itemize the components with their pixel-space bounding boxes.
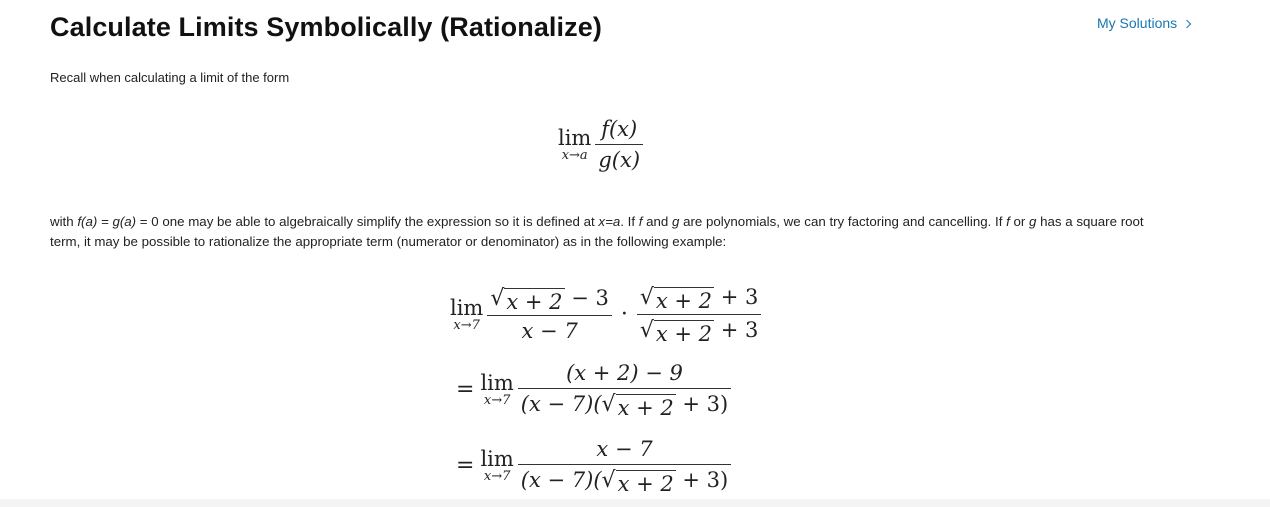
denominator-tail: + 3) [675, 392, 729, 416]
my-solutions-label: My Solutions [1097, 15, 1178, 31]
radical-sign: √ [639, 285, 654, 310]
fraction [518, 434, 731, 497]
radical-sign: √ [490, 286, 505, 311]
fraction [487, 283, 612, 346]
square-root [640, 284, 714, 314]
lim-word: lim [450, 295, 484, 320]
denominator-tail: + 3) [675, 468, 729, 492]
para-math: x=a [598, 214, 621, 229]
para-math: f(a) = g(a) [77, 214, 137, 229]
lim-subscript: x→7 [483, 392, 511, 408]
explanation-paragraph [50, 212, 1160, 252]
my-solutions-link[interactable] [1097, 15, 1190, 31]
equals-sign: = [456, 377, 475, 402]
para-text: has a square root term, it may be possible to rationalize the appropriate term (numerator or denominator) as in the following example: [50, 214, 1144, 249]
numerator-tail: − 3 [564, 286, 609, 310]
page-bottom-edge [0, 499, 1270, 507]
para-text: with [50, 214, 78, 229]
para-math: g [1029, 214, 1037, 229]
lim-subscript: x→7 [483, 468, 511, 484]
chevron-right-icon [1183, 19, 1191, 27]
square-root [602, 391, 676, 421]
square-root [602, 467, 676, 497]
numerator-tail: + 3 [714, 285, 759, 309]
denominator [637, 315, 762, 347]
example-line-2 [450, 358, 735, 421]
page-title: Calculate Limits Symbolically (Rationalize) [50, 12, 602, 42]
lim-word: lim [558, 125, 592, 150]
radicand: x + 2 [655, 322, 713, 346]
example-line-1 [450, 282, 765, 347]
limit-form-formula [558, 114, 647, 175]
lim-word: lim [480, 446, 514, 471]
lim-subscript: x→7 [453, 317, 480, 333]
fraction [518, 358, 731, 421]
denominator: x − 7 [521, 319, 578, 343]
radicand: x + 2 [506, 290, 563, 314]
limit-operator [558, 127, 591, 163]
radicand: x + 2 [617, 396, 674, 420]
radical-sign: √ [639, 318, 654, 343]
para-math: f [638, 214, 643, 229]
multiply-dot: · [620, 302, 628, 327]
radicand: x + 2 [655, 289, 713, 313]
para-text: . If [620, 214, 639, 229]
denominator-tail: + 3 [714, 318, 759, 342]
denominator-head: (x − 7)( [520, 468, 602, 492]
para-text: or [1009, 214, 1030, 229]
limit-operator [480, 372, 513, 408]
lim-word: lim [480, 370, 514, 395]
numerator: (x + 2) − 9 [566, 361, 683, 385]
square-root [640, 317, 714, 347]
denominator-head: (x − 7)( [520, 392, 602, 416]
square-root [490, 285, 564, 315]
fraction [637, 282, 762, 347]
numerator [487, 283, 612, 315]
para-text: = 0 one may be able to algebraically simplify the expression so it is defined at [136, 214, 599, 229]
fraction [595, 114, 643, 175]
para-text: and [642, 214, 672, 229]
radical-sign: √ [601, 392, 616, 417]
denominator: g(x) [598, 148, 641, 172]
para-math: f [1006, 214, 1010, 229]
lim-subscript: x→a [561, 147, 588, 163]
para-text: are polynomials, we can try factoring and cancelling. If [679, 214, 1007, 229]
example-line-3 [450, 434, 735, 497]
limit-operator [450, 297, 483, 333]
intro-text: Recall when calculating a limit of the form [50, 70, 290, 85]
radical-sign: √ [601, 468, 616, 493]
equals-sign: = [456, 453, 475, 478]
numerator: f(x) [601, 117, 638, 141]
limit-operator [480, 448, 513, 484]
radicand: x + 2 [617, 472, 674, 496]
numerator [637, 282, 762, 314]
denominator [518, 389, 731, 421]
numerator: x − 7 [596, 437, 653, 461]
denominator [518, 465, 731, 497]
para-math: g [672, 214, 680, 229]
